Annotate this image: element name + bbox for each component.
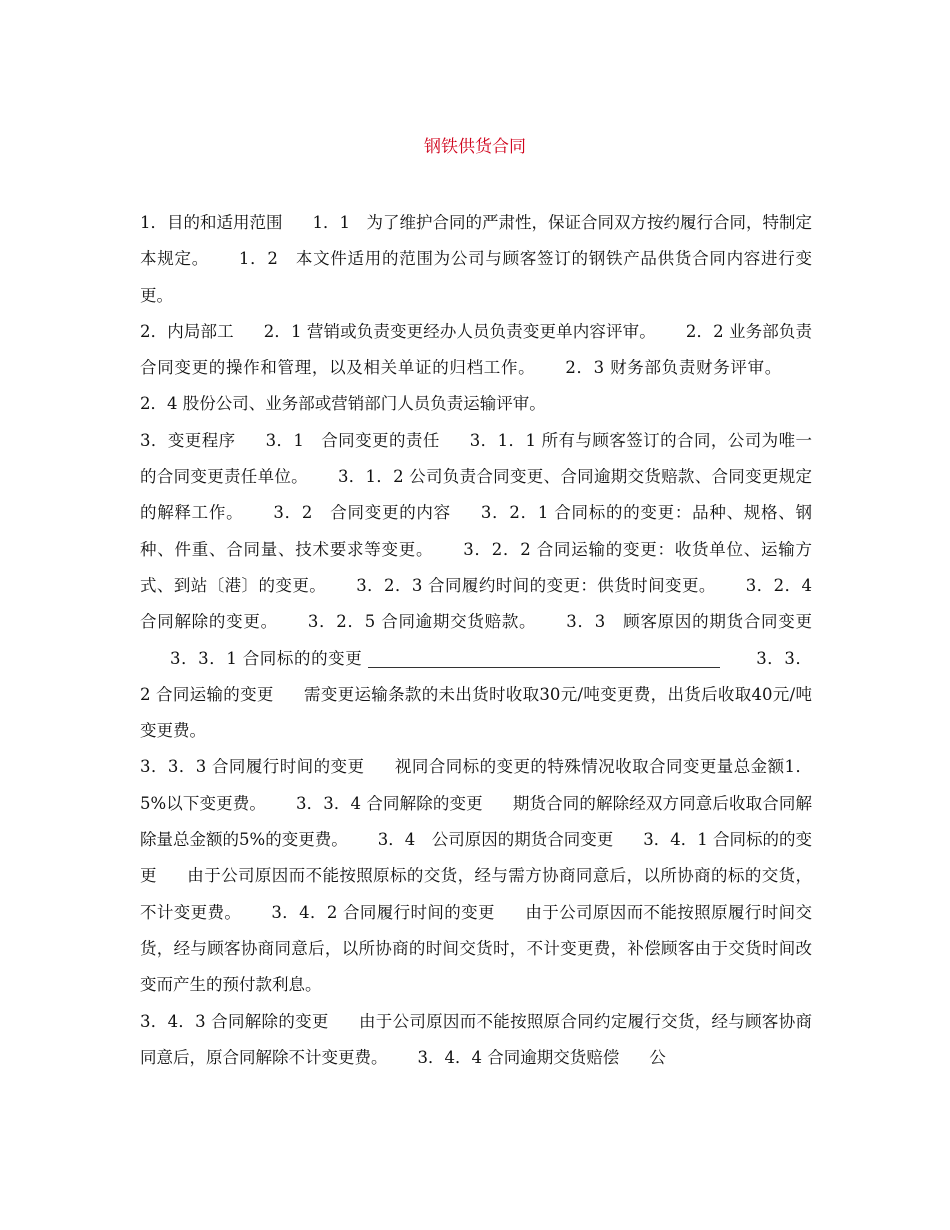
text-segment: 2．内局部工 bbox=[140, 321, 234, 341]
text-segment: 1．目的和适用范围 bbox=[140, 213, 283, 232]
text-segment: 3．2．2 合同运输的变更：收货单位、运输方式、到站〔港〕的变更。 bbox=[140, 539, 812, 595]
paragraph-3 bbox=[140, 423, 812, 750]
text-segment: 公 bbox=[649, 1047, 666, 1067]
text-segment: 3．4．4 合同逾期交货赔偿 bbox=[417, 1047, 620, 1067]
text-segment: 3．1．1 所有与顾客签订的合同，公司为唯一的合同变更责任单位。 bbox=[140, 430, 813, 487]
paragraph-1 bbox=[140, 205, 812, 314]
text-segment: 3．2．5 合同逾期交货赔款。 bbox=[307, 612, 537, 632]
text-segment: 2．3 财务部负责财务评审。 bbox=[565, 358, 782, 378]
text-segment: 3．2 合同变更的内容 bbox=[273, 503, 451, 523]
text-segment: 3．4．2 合同履行时间的变更 bbox=[271, 902, 495, 922]
paragraph-2 bbox=[140, 314, 812, 423]
text-segment: 期货合同的解除经双方同意后收取合同解除量总金额的5%的变更费。 bbox=[140, 793, 812, 850]
text-segment: 3．1 合同变更的责任 bbox=[265, 430, 440, 450]
paragraph-5 bbox=[140, 1004, 812, 1077]
text-segment: 3．4．3 合同解除的变更 bbox=[140, 1011, 329, 1031]
text-segment: 2．1 营销或负责变更经办人员负责变更单内容评审。 bbox=[263, 321, 656, 341]
text-segment: 3．变更程序 bbox=[140, 430, 236, 450]
text-segment: 2．4 股份公司、业务部或营销部门人员负责运输评审。 bbox=[140, 394, 546, 414]
text-segment: 3．3．2 合同运输的变更 bbox=[140, 648, 812, 704]
text-segment: 1．2 本文件适用的范围为公司与顾客签订的钢铁产品供货合同内容进行变更。 bbox=[140, 249, 812, 305]
text-segment: 视同合同标的变更的特殊情况收取合同变更量总金额1．5%以下变更费。 bbox=[140, 757, 812, 813]
text-segment: 3．1．2 公司负责合同变更、合同逾期交货赔款、合同变更规定的解释工作。 bbox=[140, 467, 812, 523]
fill-in-blank-line bbox=[368, 647, 720, 668]
text-segment: 由于公司原因而不能按照原履行时间交货，经与顾客协商同意后，以所协商的时间交货时，不计变更费，补偿顾客由于交货时间改变而产生的预付款利息。 bbox=[140, 902, 813, 995]
text-segment: 3．3．4 合同解除的变更 bbox=[296, 793, 483, 813]
text-segment: 由于公司原因而不能按照原标的交货，经与需方协商同意后，以所协商的标的交货，不计变更费。 bbox=[140, 866, 813, 922]
text-segment: 3．3．3 合同履行时间的变更 bbox=[140, 757, 365, 777]
text-segment: 2．2 业务部负责合同变更的操作和管理，以及相关单证的归档工作。 bbox=[140, 321, 812, 378]
text-segment: 3．4 公司原因的期货合同变更 bbox=[377, 830, 614, 850]
text-segment: 3．2．3 合同履约时间的变更：供货时间变更。 bbox=[356, 575, 716, 595]
document-body bbox=[140, 205, 812, 1076]
text-segment: 1．1 为了维护合同的严肃性，保证合同双方按约履行合同，特制定本规定。 bbox=[140, 213, 812, 269]
text-segment: 由于公司原因而不能按照原合同约定履行交货，经与顾客协商同意后，原合同解除不计变更费。 bbox=[140, 1011, 812, 1067]
text-segment: 3．3．1 合同标的的变更 bbox=[170, 648, 363, 668]
text-segment: 3．2．1 合同标的的变更：品种、规格、钢种、件重、合同量、技术要求等变更。 bbox=[140, 503, 812, 559]
paragraph-4 bbox=[140, 749, 812, 1003]
text-segment: 3．4．1 合同标的的变更 bbox=[140, 830, 812, 886]
text-segment: 需变更运输条款的未出货时收取30元/吨变更费，出货后收取40元/吨变更费。 bbox=[140, 684, 812, 741]
text-segment: 3．2．4 合同解除的变更。 bbox=[140, 575, 812, 632]
text-segment: 3．3 顾客原因的期货合同变更 bbox=[566, 612, 813, 632]
document-title: 钢铁供货合同 bbox=[424, 137, 526, 157]
